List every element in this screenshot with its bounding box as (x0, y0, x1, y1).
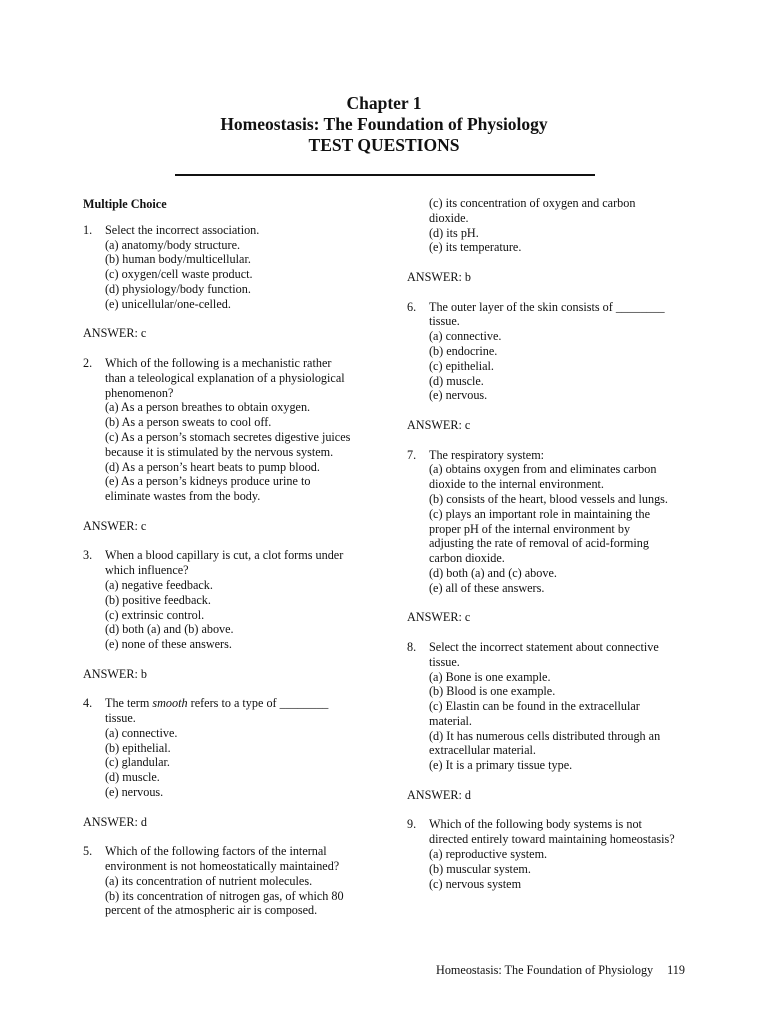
option: (d) As a person’s heart beats to pump blood. (105, 459, 320, 474)
answer-3: ANSWER: b (83, 666, 147, 681)
option: carbon dioxide. (429, 551, 505, 566)
question-2 (83, 356, 373, 504)
option: (c) As a person’s stomach secretes digestive juices (105, 429, 351, 444)
option: (a) obtains oxygen from and eliminates carbon (429, 462, 657, 477)
running-title: Homeostasis: The Foundation of Physiology (436, 963, 654, 977)
option: (b) positive feedback. (105, 592, 211, 607)
question-stem-line (105, 696, 373, 711)
option: (c) glandular. (105, 755, 170, 770)
page-subtitle: TEST QUESTIONS (308, 135, 460, 155)
question-number: 6. (407, 299, 417, 314)
option: (d) its pH. (429, 225, 479, 240)
option: (c) Elastin can be found in the extracellular (429, 699, 640, 714)
question-stem-line: tissue. (105, 711, 136, 726)
option: extracellular material. (429, 743, 536, 758)
question-7 (407, 448, 697, 596)
option: (b) Blood is one example. (429, 684, 556, 699)
section-title: Multiple Choice (83, 197, 167, 211)
left-column (83, 197, 373, 918)
right-column (407, 196, 697, 891)
question-stem-line: Which of the following is a mechanistic rather (105, 355, 332, 370)
question-number: 8. (407, 639, 417, 654)
question-5-continued (407, 196, 697, 255)
question-stem-line: When a blood capillary is cut, a clot forms under (105, 548, 344, 563)
option: (e) nervous. (429, 388, 488, 403)
answer-6: ANSWER: c (407, 417, 471, 432)
option: (a) negative feedback. (105, 577, 213, 592)
question-stem-line: than a teleological explanation of a physiological (105, 370, 345, 385)
option: (c) oxygen/cell waste product. (105, 267, 253, 282)
option: (d) muscle. (105, 770, 160, 785)
answer-5: ANSWER: b (407, 269, 471, 284)
page-footer (436, 963, 685, 978)
option: (c) extrinsic control. (105, 607, 205, 622)
option: (c) epithelial. (429, 358, 494, 373)
option: (b) consists of the heart, blood vessels and lungs. (429, 491, 668, 506)
question-5 (83, 844, 373, 918)
option: (e) It is a primary tissue type. (429, 758, 573, 773)
question-number: 3. (83, 548, 93, 563)
chapter-number: Chapter 1 (346, 93, 422, 113)
question-8 (407, 640, 697, 773)
question-stem-line: tissue. (429, 654, 460, 669)
option: material. (429, 713, 472, 728)
stem-text: refers to a type of ________ (187, 696, 329, 711)
question-stem-line: The respiratory system: (429, 447, 545, 462)
option: (a) connective. (105, 725, 178, 740)
option: (b) As a person sweats to cool off. (105, 415, 272, 430)
option: (a) anatomy/body structure. (105, 237, 241, 252)
question-stem-line: Select the incorrect statement about connective (429, 639, 659, 654)
option: (e) all of these answers. (429, 580, 545, 595)
option: (c) nervous system (429, 876, 522, 891)
question-stem-line: Which of the following factors of the internal (105, 844, 327, 859)
question-number: 7. (407, 447, 417, 462)
question-stem-line: The outer layer of the skin consists of ________ (429, 299, 665, 314)
question-stem-line: phenomenon? (105, 385, 174, 400)
option: (d) both (a) and (c) above. (429, 565, 557, 580)
question-4 (83, 696, 373, 800)
option: (a) reproductive system. (429, 847, 548, 862)
option: (e) nervous. (105, 785, 164, 800)
option: (b) epithelial. (105, 740, 171, 755)
option: (a) As a person breathes to obtain oxygen. (105, 400, 311, 415)
question-stem: Select the incorrect association. (105, 222, 260, 237)
option: (a) Bone is one example. (429, 669, 551, 684)
question-stem-line: directed entirely toward maintaining homeostasis? (429, 832, 675, 847)
stem-text: The term (105, 696, 153, 711)
page-number: 119 (667, 963, 685, 977)
answer-7: ANSWER: c (407, 610, 471, 625)
question-number: 9. (407, 817, 417, 832)
option: (c) plays an important role in maintaining the (429, 506, 651, 521)
question-3 (83, 548, 373, 652)
page-header (0, 93, 768, 156)
option: (d) physiology/body function. (105, 281, 251, 296)
answer-8: ANSWER: d (407, 787, 471, 802)
question-stem-line: which influence? (105, 563, 189, 578)
answer-2: ANSWER: c (83, 518, 147, 533)
question-number: 4. (83, 696, 93, 711)
question-stem-line: Which of the following body systems is not (429, 817, 642, 832)
question-number: 1. (83, 222, 93, 237)
question-1 (83, 223, 373, 312)
header-divider (175, 174, 595, 176)
option: percent of the atmospheric air is composed. (105, 903, 318, 918)
question-9 (407, 817, 697, 891)
option: (b) human body/multicellular. (105, 252, 251, 267)
option: (e) As a person’s kidneys produce urine to (105, 474, 311, 489)
answer-1: ANSWER: c (83, 326, 147, 341)
question-stem-line: tissue. (429, 314, 460, 329)
option: eliminate wastes from the body. (105, 489, 261, 504)
answer-4: ANSWER: d (83, 814, 147, 829)
option: (b) its concentration of nitrogen gas, of which 80 (105, 888, 344, 903)
option: (d) It has numerous cells distributed through an (429, 728, 661, 743)
option: (d) both (a) and (b) above. (105, 622, 234, 637)
option: (c) its concentration of oxygen and carbon (429, 196, 636, 210)
question-number: 2. (83, 355, 93, 370)
option: (a) connective. (429, 329, 502, 344)
chapter-title: Homeostasis: The Foundation of Physiology (220, 114, 548, 134)
option: (e) none of these answers. (105, 637, 232, 652)
option: (b) endocrine. (429, 343, 498, 358)
stem-italic-term: smooth (152, 696, 188, 711)
option: proper pH of the internal environment by (429, 521, 631, 536)
option: (b) muscular system. (429, 861, 531, 876)
option: dioxide. (429, 210, 469, 225)
option: adjusting the rate of removal of acid-forming (429, 536, 649, 551)
question-number: 5. (83, 844, 93, 859)
option: (d) muscle. (429, 373, 484, 388)
option: dioxide to the internal environment. (429, 477, 604, 492)
option: (a) its concentration of nutrient molecules. (105, 873, 313, 888)
question-stem-line: environment is not homeostatically maintained? (105, 859, 340, 874)
option: (e) unicellular/one-celled. (105, 296, 231, 311)
option: (e) its temperature. (429, 240, 522, 255)
question-6 (407, 300, 697, 404)
option: because it is stimulated by the nervous system. (105, 444, 334, 459)
